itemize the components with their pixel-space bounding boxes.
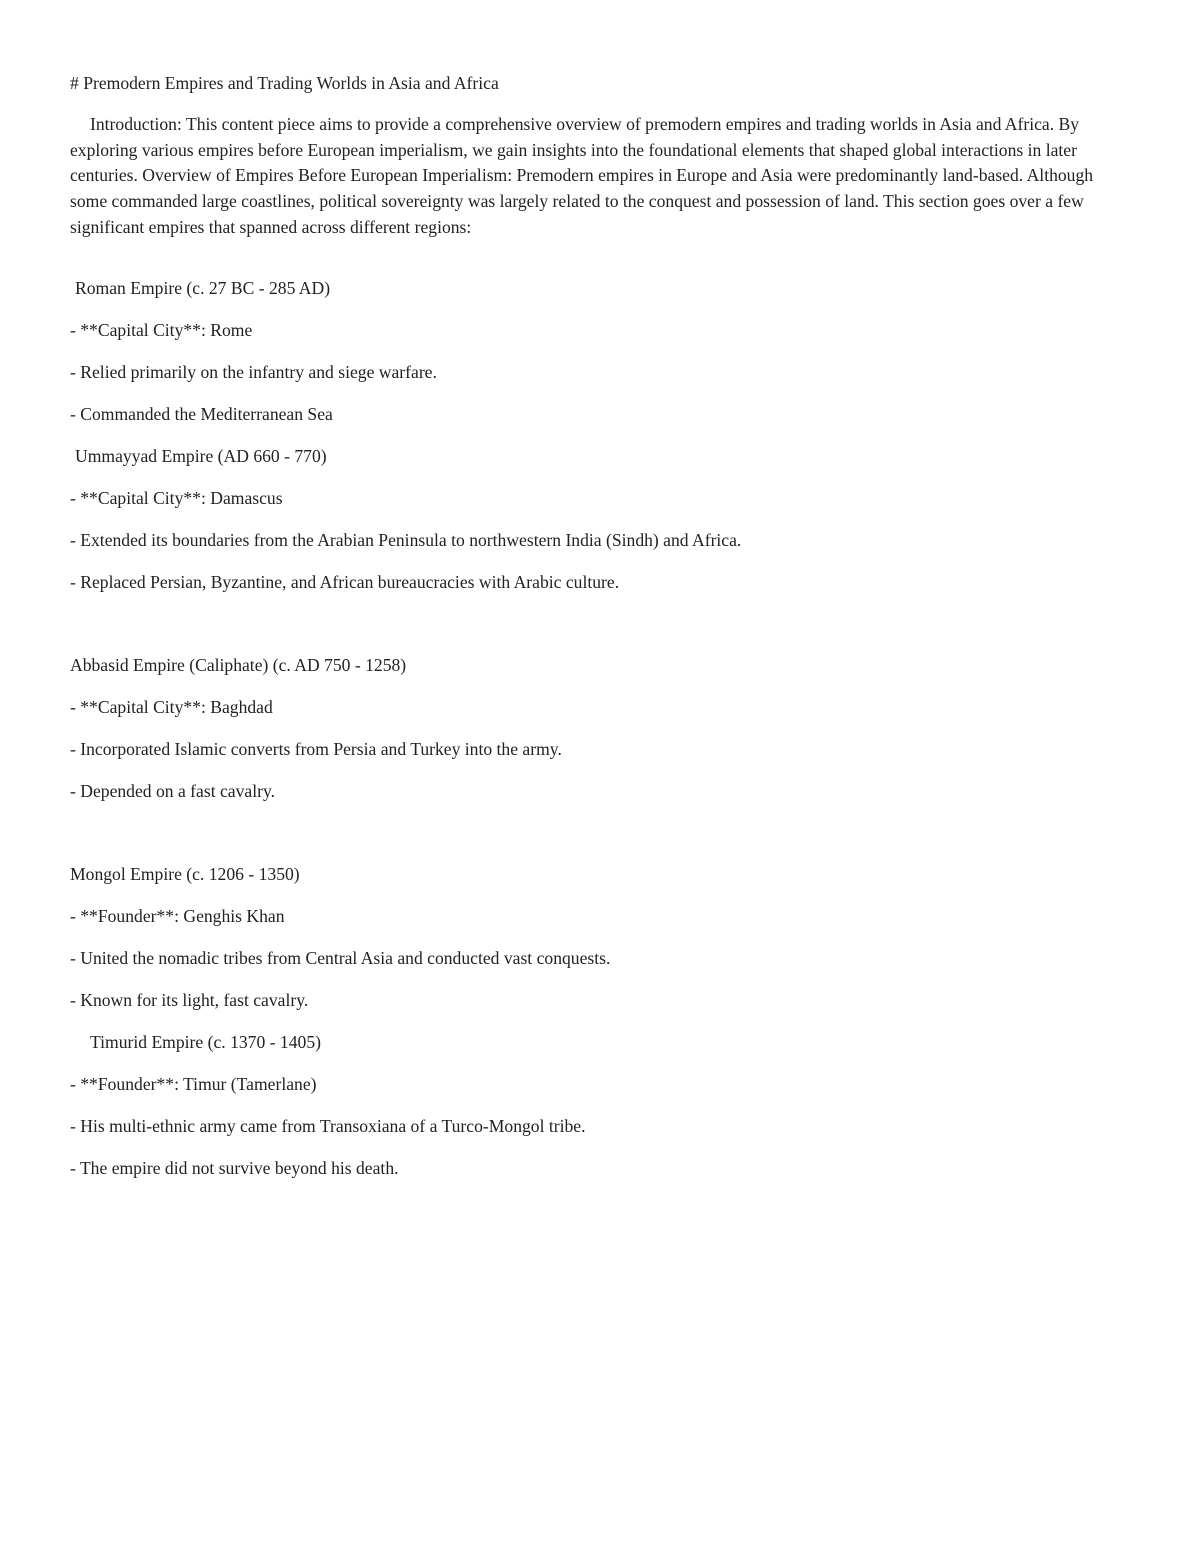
intro-paragraph: Introduction: This content piece aims to provide a comprehensive overview of premodern empires and trading worlds in Asia and Africa. By exploring various empires before European imperialism, we gain insights into the foundational elements that shaped global interactions in later centuries. Overview of Empires Before European Imperialism: Premodern empires in Europe and Asia were predominantly land-based. Although some commanded large coastlines, political sovereignty was largely related to the conquest and possession of land. This section goes over a few significant empires that spanned across different regions: — [70, 114, 1094, 237]
list-item: - The empire did not survive beyond his death. — [70, 1157, 399, 1178]
list-item: - **Capital City**: Rome — [70, 319, 253, 340]
list-item: - **Founder**: Genghis Khan — [70, 905, 285, 926]
empire-heading-timurid: Timurid Empire (c. 1370 - 1405) — [90, 1031, 321, 1052]
empire-heading-mongol: Mongol Empire (c. 1206 - 1350) — [70, 863, 300, 884]
list-item: - Depended on a fast cavalry. — [70, 780, 275, 801]
list-item: - **Capital City**: Damascus — [70, 487, 283, 508]
list-item: - **Capital City**: Baghdad — [70, 696, 273, 717]
list-item: - His multi-ethnic army came from Transoxiana of a Turco-Mongol tribe. — [70, 1115, 586, 1136]
empire-heading-abbasid: Abbasid Empire (Caliphate) (c. AD 750 - 1258) — [70, 654, 407, 675]
list-item: - Commanded the Mediterranean Sea — [70, 403, 333, 424]
list-item: - Replaced Persian, Byzantine, and African bureaucracies with Arabic culture. — [70, 571, 620, 592]
list-item: - **Founder**: Timur (Tamerlane) — [70, 1073, 317, 1094]
empire-heading-ummayyad: Ummayyad Empire (AD 660 - 770) — [75, 445, 327, 466]
list-item: - Incorporated Islamic converts from Persia and Turkey into the army. — [70, 738, 562, 759]
list-item: - Relied primarily on the infantry and siege warfare. — [70, 361, 437, 382]
document-title: # Premodern Empires and Trading Worlds in Asia and Africa — [70, 73, 499, 93]
list-item: - Extended its boundaries from the Arabian Peninsula to northwestern India (Sindh) and Africa. — [70, 529, 742, 550]
document-body — [70, 70, 1130, 1197]
list-item: - Known for its light, fast cavalry. — [70, 989, 309, 1010]
empire-heading-roman: Roman Empire (c. 27 BC - 285 AD) — [75, 277, 331, 298]
list-item: - United the nomadic tribes from Central Asia and conducted vast conquests. — [70, 947, 611, 968]
